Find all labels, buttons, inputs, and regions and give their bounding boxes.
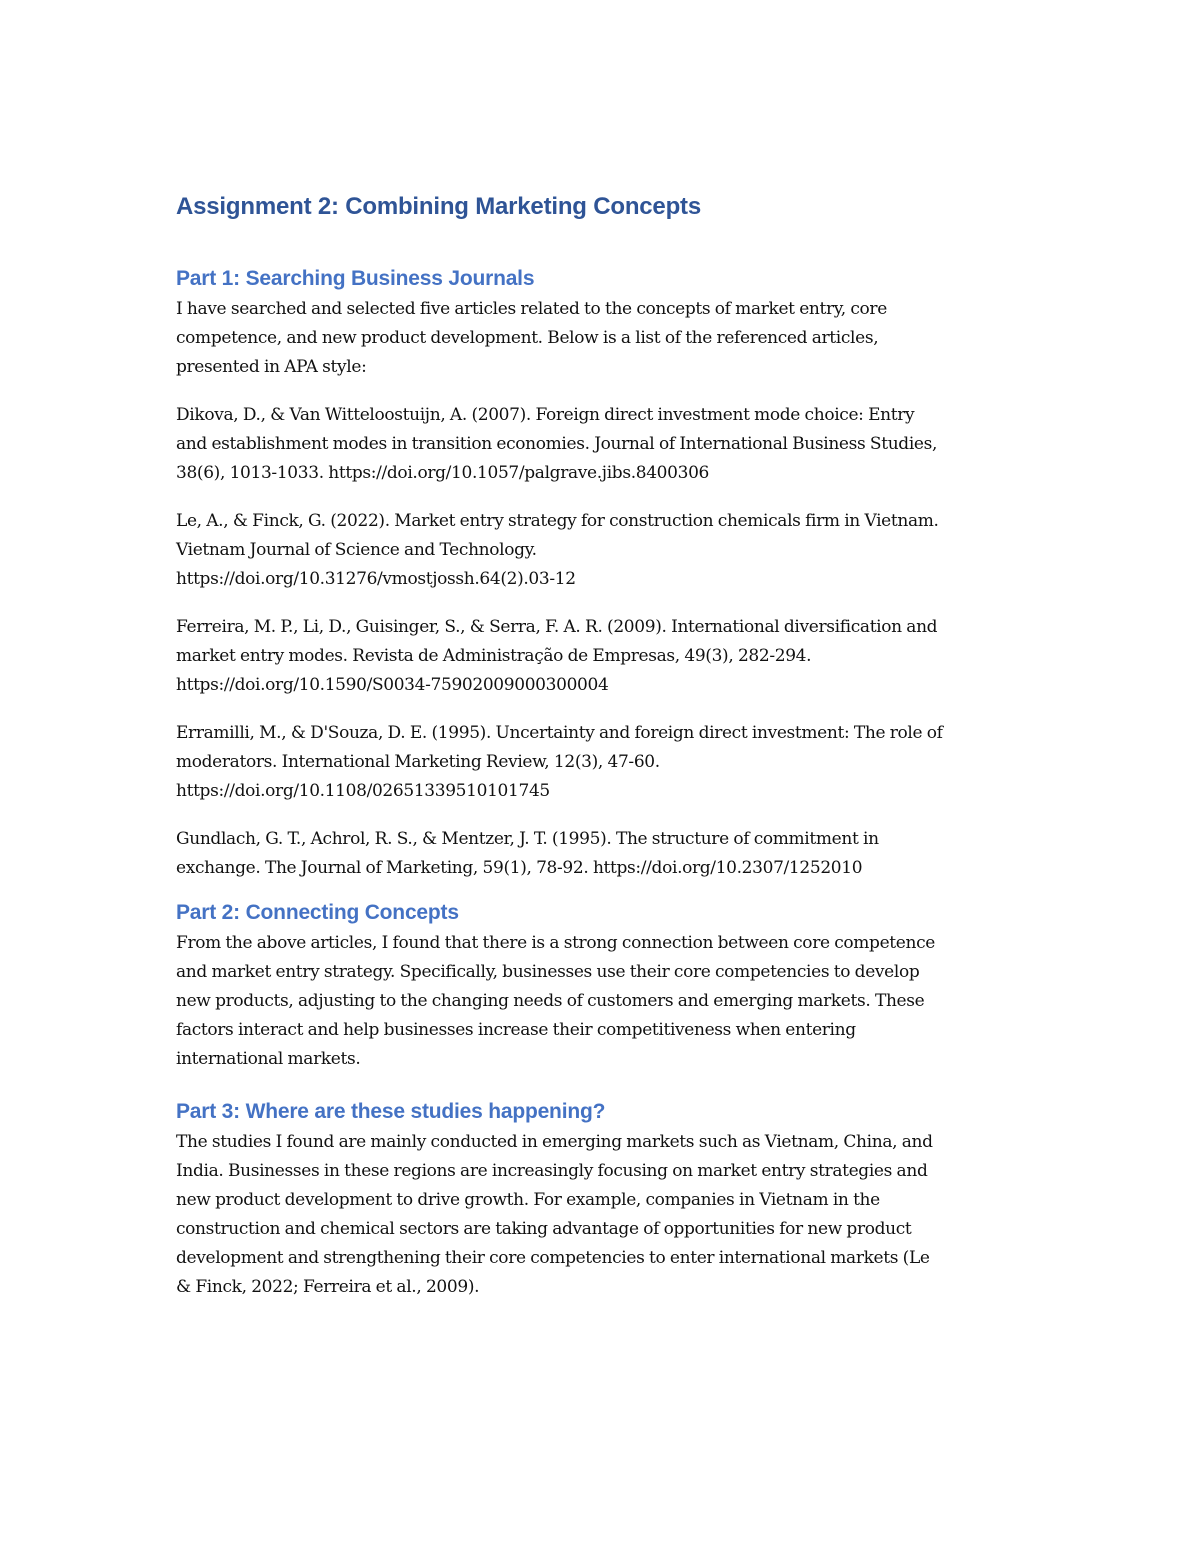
text-line: https://doi.org/10.1108/02651339510101745: [176, 781, 550, 801]
reference-entry: [176, 825, 1026, 883]
part2-heading: Part 2: Connecting Concepts: [176, 901, 459, 924]
reference-entry: [176, 401, 1026, 488]
text-line: competence, and new product development. Below is a list of the referenced articles,: [176, 328, 879, 348]
text-line: and market entry strategy. Specifically, businesses use their core competencies to develop: [176, 962, 920, 982]
part3-paragraph: [176, 1128, 1026, 1302]
text-line: https://doi.org/10.1590/S0034-75902009000300004: [176, 675, 609, 695]
text-line: construction and chemical sectors are taking advantage of opportunities for new product: [176, 1219, 912, 1239]
text-line: Dikova, D., & Van Witteloostuijn, A. (2007). Foreign direct investment mode choice: Entry: [176, 405, 915, 425]
text-line: I have searched and selected five articles related to the concepts of market entry, core: [176, 299, 887, 319]
text-line: presented in APA style:: [176, 357, 367, 377]
part3-heading: Part 3: Where are these studies happening?: [176, 1100, 606, 1123]
text-line: international markets.: [176, 1049, 361, 1069]
part2-paragraph: [176, 929, 1026, 1074]
text-line: moderators. International Marketing Review, 12(3), 47-60.: [176, 752, 660, 772]
text-line: market entry modes. Revista de Administração de Empresas, 49(3), 282-294.: [176, 646, 812, 666]
text-line: Erramilli, M., & D'Souza, D. E. (1995). Uncertainty and foreign direct investment: The role of: [176, 723, 943, 743]
reference-entry: [176, 613, 1026, 700]
text-line: India. Businesses in these regions are increasingly focusing on market entry strategies and: [176, 1161, 928, 1181]
text-line: new product development to drive growth. For example, companies in Vietnam in the: [176, 1190, 880, 1210]
text-line: new products, adjusting to the changing needs of customers and emerging markets. These: [176, 991, 925, 1011]
reference-entry: [176, 507, 1026, 594]
text-line: and establishment modes in transition economies. Journal of International Business Studies,: [176, 434, 938, 454]
text-line: development and strengthening their core competencies to enter international markets (Le: [176, 1248, 930, 1268]
document-page: [176, 188, 1026, 1302]
text-line: Le, A., & Finck, G. (2022). Market entry strategy for construction chemicals firm in Vietnam.: [176, 511, 939, 531]
text-line: Gundlach, G. T., Achrol, R. S., & Mentzer, J. T. (1995). The structure of commitment in: [176, 829, 879, 849]
text-line: & Finck, 2022; Ferreira et al., 2009).: [176, 1277, 480, 1297]
text-line: factors interact and help businesses increase their competitiveness when entering: [176, 1020, 856, 1040]
part1-heading: Part 1: Searching Business Journals: [176, 267, 535, 290]
text-line: 38(6), 1013-1033. https://doi.org/10.1057/palgrave.jibs.8400306: [176, 463, 710, 483]
text-line: https://doi.org/10.31276/vmostjossh.64(2).03-12: [176, 569, 576, 589]
text-line: Ferreira, M. P., Li, D., Guisinger, S., & Serra, F. A. R. (2009). International diversification and: [176, 617, 938, 637]
text-line: The studies I found are mainly conducted in emerging markets such as Vietnam, China, and: [176, 1132, 933, 1152]
document-title: Assignment 2: Combining Marketing Concepts: [176, 193, 701, 220]
part1-intro-paragraph: [176, 295, 1026, 382]
reference-entry: [176, 719, 1026, 806]
text-line: From the above articles, I found that there is a strong connection between core competence: [176, 933, 935, 953]
text-line: Vietnam Journal of Science and Technology.: [176, 540, 537, 560]
text-line: exchange. The Journal of Marketing, 59(1), 78-92. https://doi.org/10.2307/1252010: [176, 858, 863, 878]
